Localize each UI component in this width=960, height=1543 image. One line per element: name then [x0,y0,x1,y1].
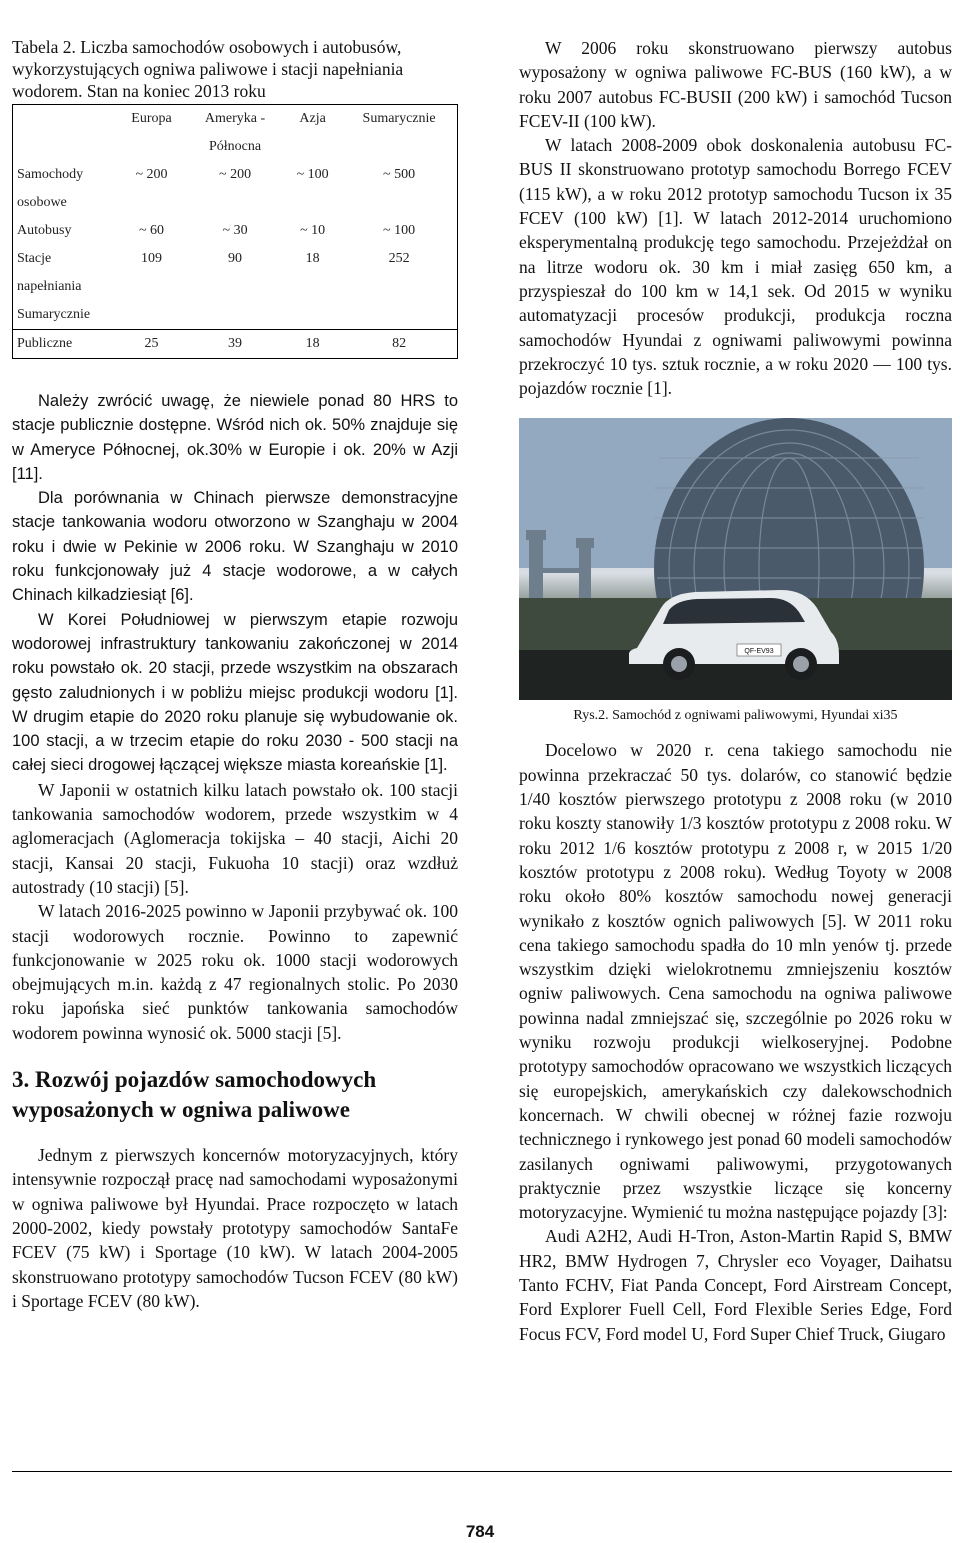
table-header: Sumarycznie [362,111,436,126]
table-cell: 90 [228,251,243,266]
table-cell: ~ 100 [296,167,329,182]
paragraph: W latach 2008-2009 obok doskonalenia autobusu FC-BUS II skonstruowano prototyp samochodu Borrego FCEV (115 kW), a w roku 2012 prototyp samochodu Tucson ix 35 FCEV (100 kW) [1]. W latach 2012-2014 uruchomiono eksperymentalną produkcję tego samochodu. Przejeżdżał on na litrze wodoru ok. 30 km i miał zasięg 650 km, a przyspieszał do 100 km w 14,1 sek. Od 2015 w wyniku automatyzacji procesów produkcji, produkcja roczna samochodów Hyundai z ogniwami paliwowymi powinna przekroczyć 10 tys. sztuk rocznie, a w roku 2020 — 100 tys. pojazdów rocznie [1]. [519,135,952,399]
table-cell: 25 [117,330,186,359]
table-caption: Tabela 2. Liczba samochodów osobowych i autobusów, wykorzystujących ogniwa paliwowe i stacji napełniania wodorem. Stan na koniec 2013 roku [12,37,404,101]
table-row [13,217,458,245]
table-row [13,161,458,217]
table-cell: 18 [284,330,341,359]
right-column [519,36,952,1346]
table-cell: ~ 60 [138,223,165,238]
paragraph: W Korei Południowej w pierwszym etapie rozwoju wodorowej infrastruktury tankowaniu zakończonej w 2014 roku powstało ok. 20 stacji, przede wszystkim na obszarach gęsto zaludnionych i w pobliżu miejsc produkcji wodoru [1]. W drugim etapie do 2020 roku planuje się wybudowanie ok. 100 stacji, a w trzecim etapie do roku 2030 - 500 stacji na całej sieci drogowej łączącej większe miasta koreańskie [1]. [12,610,458,775]
table-row-label: Autobusy [17,223,72,238]
paragraph: Audi A2H2, Audi H-Tron, Aston-Martin Rapid S, BMW HR2, BMW Hydrogen 7, Chrysler eco Voyager, Daihatsu Tanto FCHV, Fiat Panda Concept, Ford Airstream Concept, Ford Explorer Fuell Cell, Ford Flexible Series Edge, Ford Focus FCV, Ford model U, Ford Super Chief Truck, Giugaro [519,1226,952,1344]
license-plate-text: QF-EV93 [744,648,774,656]
paragraph: W 2006 roku skonstruowano pierwszy autobus wyposażony w ogniwa paliwowe FC-BUS (160 kW), a w roku 2007 autobus FC-BUSII (200 kW) i samochód Tucson FCEV-II (100 kW). [519,38,952,131]
car-photo-illustration [519,418,952,700]
table-cell: ~ 200 [219,167,252,182]
table-cell: ~ 500 [383,167,416,182]
table-cell: 18 [305,251,320,266]
table-row [13,245,458,330]
table-header: Azja [299,111,326,126]
paragraph: Docelowo w 2020 r. cena takiego samochodu nie powinna przekraczać 50 tys. dolarów, co stanowić będzie 1/40 kosztów pierwszego prototypu z 2008 roku (w 2010 roku koszty stanowiły 1/3 kosztów prototypu z 2008 roku. W roku 2012 1/6 kosztów prototypu z 2008 r, w 2015 1/20 kosztów prototypu z 2008 roku). Według Toyoty w 2008 roku około 80% kosztów samochodu nowej generacji wynikało z kosztów ognich paliwowych [5]. W 2011 roku cena takiego samochodu spadła do 10 mln yenów tj. przede wszystkim dzięki wielokrotnemu zmniejszeniu kosztów ogniw paliwowych. Cena samochodu na ogniwa paliwowe powinna nadal zmniejszać się, szczególnie po 2026 roku w wyniku rozwoju produkcji wielkoseryjnej. Podobne prototypy samochodów opracowano we wszystkich liczących się europejskich, amerykańskich czy dalekowschodnich koncernach. W chwili obecnej w różnej fazie rozwoju technicznego i rynkowego jest ponad 60 modeli samochodów zasilanych ogniwami paliwowymi, przygotowanych praktycznie przez wszystkie liczące się koncerny motoryzacyjne. Wymienić tu można następujące pojazdy [3]: [519,740,952,1223]
table-cell: ~ 30 [222,223,248,238]
table-row-label: Samochody osobowe [17,167,84,210]
table-cell: ~ 100 [383,223,416,238]
section-heading: 3. Rozwój pojazdów samochodowych wyposażonych w ogniwa paliwowe [12,1067,377,1123]
paragraph: Dla porównania w Chinach pierwsze demonstracyjne stacje tankowania wodoru otworzono w Szanghaju w 2004 roku i dwie w Pekinie w 2006 roku. W Szanghaju w 2010 roku funkcjonowały już 4 stacje wodorowe, a w całych Chinach kilkadziesiąt [6]. [12,489,458,605]
paragraph: W latach 2016-2025 powinno w Japonii przybywać ok. 100 stacji wodorowych rocznie. Powinno to zapewnić funkcjonowanie w 2025 roku ok. 1000 stacji wodorowych obejmujących m.in. każdą z 47 regionalnych stolic. Po 2030 roku japońska sieć punktów tankowania samochodów wodorem powinna wynosić ok. 5000 stacji [5]. [12,901,458,1043]
table-cell: 39 [186,330,284,359]
paragraph: Należy zwrócić uwagę, że niewiele ponad 80 HRS to stacje publicznie dostępne. Wśród nich ok. 50% znajduje się w Ameryce Północnej, ok.30% w Europie i ok. 20% w Azji [11]. [12,392,458,483]
page-number: 784 [465,1522,495,1541]
table-cell: 252 [388,251,410,266]
table-cell: ~ 200 [135,167,168,182]
table-header-row [13,105,458,162]
left-column [12,36,458,1313]
table-cell: 109 [141,251,163,266]
table-cell: ~ 10 [300,223,326,238]
table-cell: 82 [341,330,457,359]
car-photo [519,418,952,700]
paragraph: W Japonii w ostatnich kilku latach powstało ok. 100 stacji tankowania samochodów wodorem, przede wszystkim w 4 aglomeracjach (Aglomeracja tokijska – 40 stacji, Aichi 20 stacji, Kansai 20 stacji, Fukuoha 10 stacji) oraz wzdłuż autostrady (10 stacji) [5]. [12,779,458,897]
table-row-label: Publiczne [13,330,118,359]
table-row-label: Stacje napełniania Sumarycznie [17,251,91,322]
table-header-empty [13,105,118,162]
data-table [12,104,458,359]
table-header: Ameryka - Północna [204,111,266,154]
paragraph: Jednym z pierwszych koncernów motoryzacyjnych, który intensywnie rozpoczął pracę nad samochodami wyposażonymi w ogniwa paliwowe był Hyundai. Prace rozpoczęto w latach 2000-2002, kiedy powstały prototypy samochodów SantaFe FCEV (75 kW) i Sportage (10 kW). W latach 2004-2005 skonstruowano prototypy samochodów Tucson FCEV (80 kW) i Sportage FCEV (80 kW). [12,1145,458,1311]
table-row [13,330,458,359]
table-header: Europa [131,111,172,126]
footer-rule [12,1471,952,1472]
figure-caption: Rys.2. Samochód z ogniwami paliwowymi, Hyundai xi35 [573,708,898,724]
